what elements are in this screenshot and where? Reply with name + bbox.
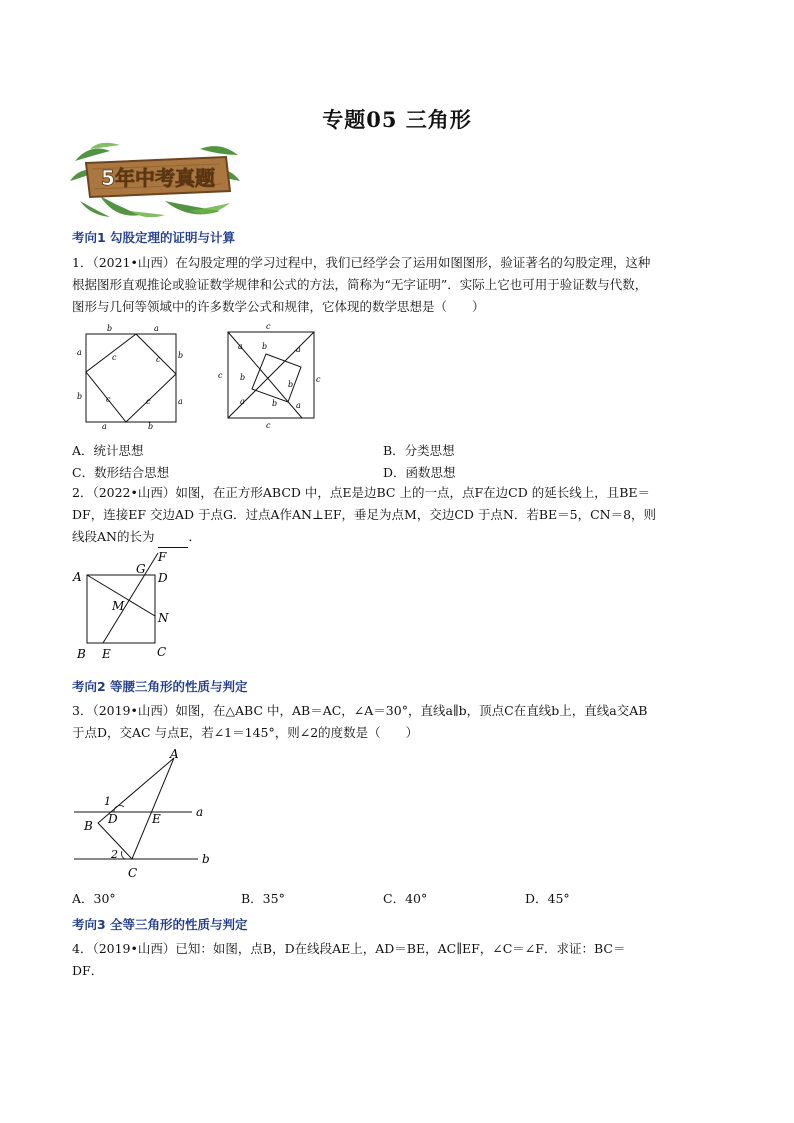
svg-text:F: F: [158, 550, 167, 564]
question-4-line: 4．（2019•山西）已知：如图，点B，D在线段AE上，AD＝BE，AC∥EF，∠C＝∠F．求证：BC＝: [72, 941, 626, 956]
svg-text:E: E: [102, 647, 111, 661]
svg-text:b: b: [202, 852, 210, 866]
svg-text:c: c: [156, 355, 161, 364]
svg-text:b: b: [107, 324, 113, 333]
svg-text:2: 2: [111, 848, 118, 861]
question-4-text: [72, 938, 625, 982]
svg-text:b: b: [272, 399, 278, 408]
svg-text:A: A: [170, 747, 179, 761]
svg-text:a: a: [77, 348, 82, 357]
section-heading-3: 考向3 全等三角形的性质与判定: [72, 917, 248, 932]
svg-text:c: c: [266, 421, 271, 430]
svg-text:B: B: [84, 819, 93, 833]
svg-text:B: B: [77, 647, 86, 661]
question-2-line: 线段AN的长为: [72, 529, 155, 544]
option-d[interactable]: D．45°: [525, 891, 570, 906]
svg-text:a: a: [296, 345, 301, 354]
svg-text:c: c: [316, 375, 321, 384]
section-heading-2: 考向2 等腰三角形的性质与判定: [72, 679, 248, 694]
svg-text:c: c: [112, 353, 117, 362]
svg-text:b: b: [178, 351, 184, 360]
svg-text:D: D: [108, 812, 118, 826]
page-title: 专题05 三角形: [322, 107, 472, 132]
question-2-line: 2．（2022•山西）如图，在正方形ABCD 中，点E是边BC 上的一点，点F在边CD 的延长线上，且BE＝: [72, 485, 651, 500]
svg-text:N: N: [158, 611, 169, 625]
svg-text:a: a: [240, 397, 245, 406]
answer-blank[interactable]: [158, 533, 188, 548]
option-a[interactable]: A．统计思想: [72, 443, 144, 458]
question-3-text: [72, 700, 647, 744]
svg-text:C: C: [157, 645, 167, 659]
svg-text:a: a: [296, 401, 301, 410]
question-1-line: 根据图形直观推论或验证数学规律和公式的方法，简称为“无字证明”．实际上它也可用于验证数与代数，: [72, 277, 648, 292]
svg-text:a: a: [196, 805, 204, 819]
svg-text:E: E: [152, 812, 161, 826]
option-c[interactable]: C．数形结合思想: [72, 465, 170, 480]
question-3-line: 于点D，交AC 与点E，若∠1＝145°，则∠2的度数是（ ）: [72, 725, 419, 740]
triangle-parallel-lines-figure: [70, 745, 220, 880]
svg-text:a: a: [178, 397, 183, 406]
question-2-line: DF，连接EF 交边AD 于点G．过点A作AN⊥EF，垂足为点M，交边CD 于点N．若BE＝5，CN＝8，则: [72, 507, 657, 522]
option-b[interactable]: B．分类思想: [383, 443, 455, 458]
svg-text:b: b: [240, 373, 246, 382]
svg-text:G: G: [136, 562, 146, 576]
option-c[interactable]: C．40°: [383, 891, 428, 906]
question-2-text: 2．（2022•山西）如图，在正方形ABCD 中，点E是边BC 上的一点，点F在边CD 的延长线上，且BE＝ DF，连接EF 交边AD 于点G．过点A作AN⊥EF，垂足为点M，交边CD 于点N．若BE＝5，CN＝8，则 线段AN的长为 ．: [72, 482, 656, 548]
question-1-line: 1．（2021•山西）在勾股定理的学习过程中，我们已经学会了运用如图图形，验证著名的勾股定理，这种: [72, 255, 651, 270]
question-1-text: [72, 252, 650, 318]
square-abcd-figure: [70, 548, 180, 663]
svg-text:A: A: [73, 570, 82, 584]
svg-text:b: b: [148, 422, 154, 430]
svg-text:a: a: [238, 342, 243, 351]
svg-text:M: M: [112, 599, 125, 613]
svg-text:b: b: [77, 392, 83, 401]
option-a[interactable]: A．30°: [72, 891, 116, 906]
question-1-line: 图形与几何等领域中的许多数学公式和规律，它体现的数学思想是（ ）: [72, 299, 485, 314]
svg-text:b: b: [288, 380, 294, 389]
pythagorean-figure-2: [216, 322, 328, 430]
svg-text:b: b: [262, 342, 268, 351]
banner-graphic: [70, 141, 240, 219]
svg-text:c: c: [106, 395, 111, 404]
svg-text:1: 1: [104, 795, 111, 808]
svg-text:c: c: [218, 371, 223, 380]
svg-text:a: a: [102, 422, 107, 430]
banner-text: 5年中考真题: [101, 166, 215, 190]
svg-text:a: a: [154, 324, 159, 333]
exam-banner: [70, 141, 240, 219]
svg-text:c: c: [146, 397, 151, 406]
option-b[interactable]: B．35°: [241, 891, 285, 906]
svg-text:C: C: [128, 866, 138, 880]
section-heading-1: 考向1 勾股定理的证明与计算: [72, 230, 236, 245]
option-d[interactable]: D．函数思想: [383, 465, 456, 480]
question-4-line: DF．: [72, 963, 104, 978]
svg-text:D: D: [158, 571, 168, 585]
pythagorean-figure-1: [74, 322, 186, 430]
svg-text:c: c: [266, 322, 271, 331]
question-3-line: 3．（2019•山西）如图，在△ABC 中，AB＝AC，∠A＝30°，直线a∥b，顶点C在直线b上，直线a交AB: [72, 703, 648, 718]
